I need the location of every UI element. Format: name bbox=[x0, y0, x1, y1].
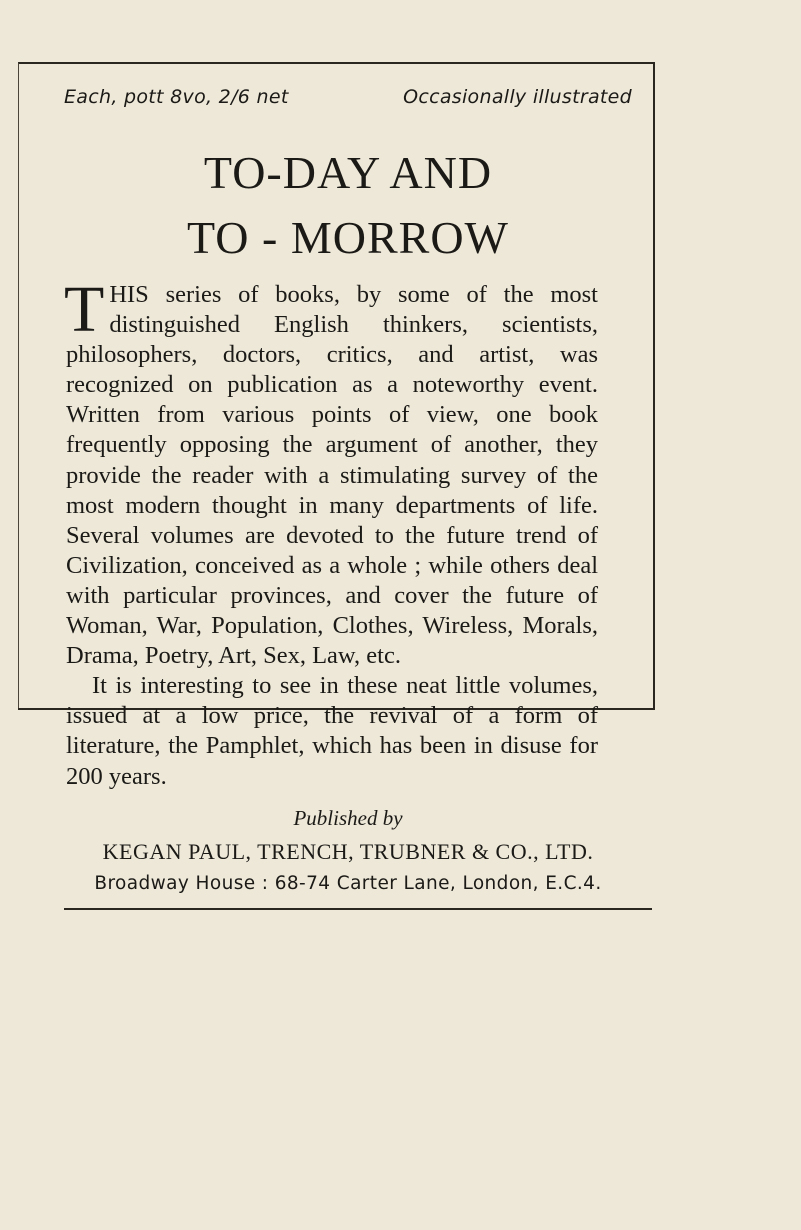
header-format: Each, pott 8vo, 2/6 net bbox=[64, 86, 289, 108]
paragraph-1 bbox=[64, 273, 598, 671]
publisher-name: KEGAN PAUL, TRENCH, TRUBNER & CO., LTD. bbox=[102, 839, 594, 864]
published-by-label: Published by bbox=[293, 806, 403, 830]
description-body bbox=[64, 273, 598, 792]
publisher-address: Broadway House : 68-74 Carter Lane, London, E.C.4. bbox=[94, 873, 602, 894]
header-illustrated: Occasionally illustrated bbox=[403, 86, 632, 108]
paragraph-2: It is interesting to see in these neat little volumes, issued at a low price, the revival of a form of literature, the Pamphlet, which has been in disuse for 200 years. bbox=[66, 672, 598, 790]
series-title-line-2: TO - MORROW bbox=[187, 212, 509, 263]
series-title-line-1: TO-DAY AND bbox=[203, 147, 493, 198]
header-row bbox=[64, 86, 632, 108]
drop-cap: T bbox=[64, 273, 105, 346]
paragraph-1-text: HIS series of books, by some of the most distinguished English thinkers, scientists, philosophers, doctors, critics, and artist, was recognized on publication as a noteworthy event. Written from various points of view, one book frequently opposing the argument of another, they provide the reader with a stimulating survey of the most modern thought in many departments of life. Several volumes are devoted to the future trend of Civilization, conceived as a whole ; while others deal with particular provinces, and cover the future of Woman, War, Population, Clothes, Wireless, Morals, Drama, Poetry, Art, Sex, Law, etc. bbox=[66, 281, 598, 670]
address-rule bbox=[64, 908, 652, 910]
